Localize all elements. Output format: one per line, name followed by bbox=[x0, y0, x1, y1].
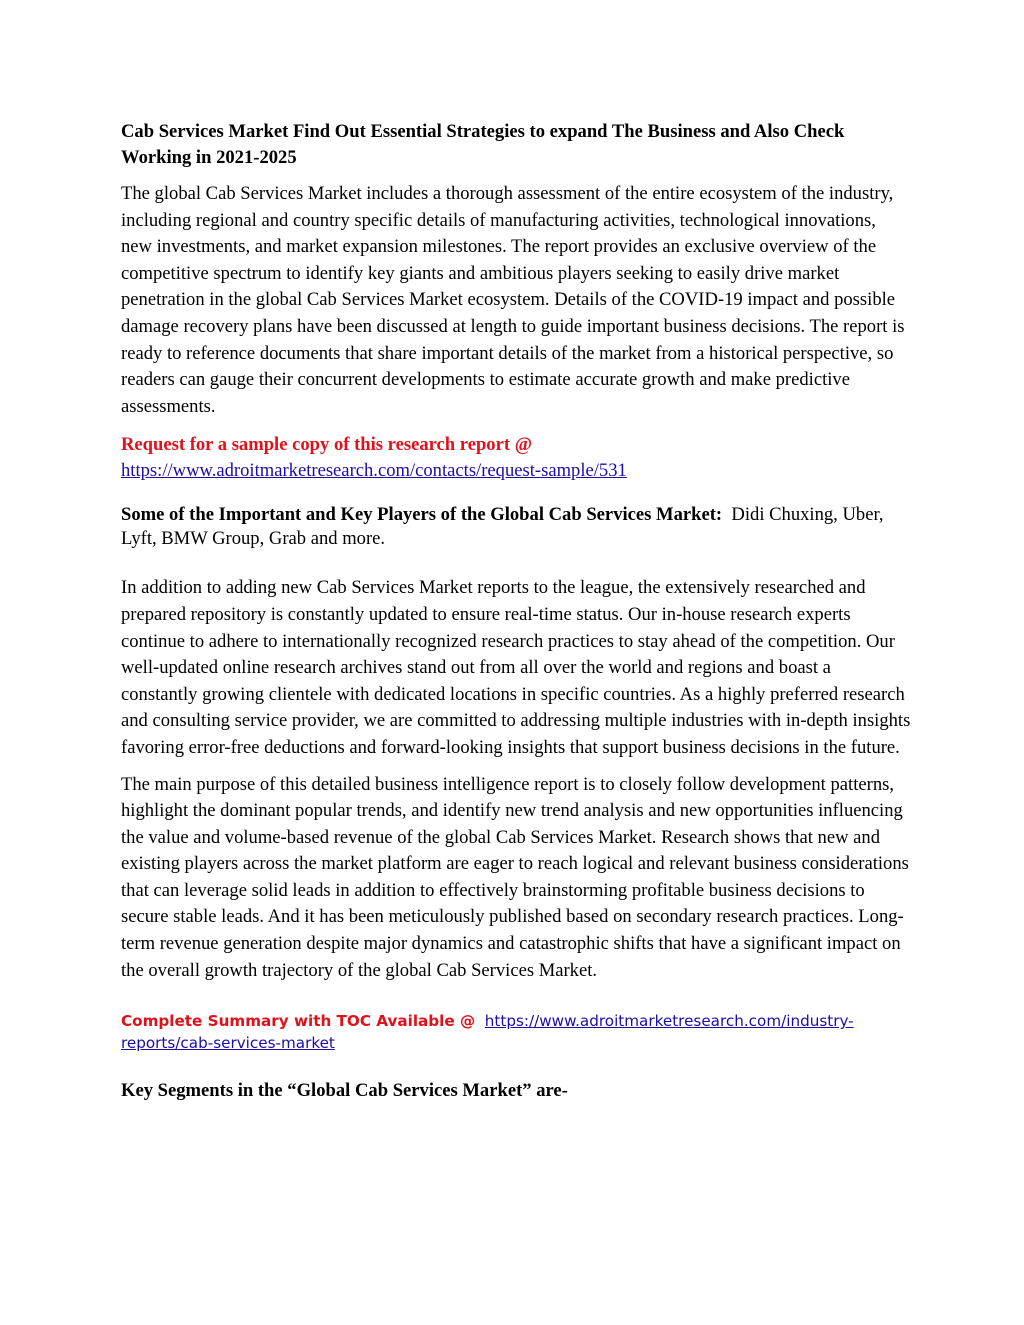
summary-label: Complete Summary with TOC Available @ bbox=[121, 1012, 476, 1031]
document-page bbox=[121, 119, 911, 1104]
summary-link[interactable]: https://www.adroitmarketresearch.com/industry-reports/cab-services-market bbox=[121, 1012, 854, 1053]
repository-paragraph: In addition to adding new Cab Services Market reports to the league, the extensively researched and prepared repository is constantly updated to ensure real-time status. Our in-house research experts continue to adhere to internationally recognized research practices to stay ahead of the competition. Our well-updated online research archives stand out from all over the world and regions and boast a constantly growing clientele with dedicated locations in specific countries. As a highly preferred research and consulting service provider, we are committed to addressing multiple industries with in-depth insights favoring error-free deductions and forward-looking insights that support business decisions in the future. bbox=[121, 577, 911, 758]
document-title: Cab Services Market Find Out Essential Strategies to expand The Business and Also Check Working in 2021-2025 bbox=[121, 121, 845, 168]
summary-block bbox=[121, 1010, 911, 1054]
intro-paragraph: The global Cab Services Market includes a thorough assessment of the entire ecosystem of the industry, including regional and country specific details of manufacturing activities, technological innovations, new investments, and market expansion milestones. The report provides an exclusive overview of the competitive spectrum to identify key giants and ambitious players seeking to easily drive market penetration in the global Cab Services Market ecosystem. Details of the COVID-19 impact and possible damage recovery plans have been discussed at length to guide important business decisions. The report is ready to reference documents that share important details of the market from a historical perspective, so readers can gauge their concurrent developments to estimate accurate growth and make predictive assessments. bbox=[121, 183, 905, 417]
sample-request-link[interactable]: https://www.adroitmarketresearch.com/contacts/request-sample/531 bbox=[121, 460, 627, 482]
key-players-label: Some of the Important and Key Players of the Global Cab Services Market: bbox=[121, 504, 723, 526]
sample-request-label: Request for a sample copy of this research report @ bbox=[121, 434, 532, 456]
key-players-list: Didi Chuxing, Uber, Lyft, BMW Group, Grab and more. bbox=[121, 504, 884, 550]
segments-heading: Key Segments in the “Global Cab Services Market” are- bbox=[121, 1080, 568, 1102]
sample-request-block bbox=[121, 432, 911, 484]
key-players-block bbox=[121, 503, 911, 551]
purpose-paragraph: The main purpose of this detailed business intelligence report is to closely follow development patterns, highlight the dominant popular trends, and identify new trend analysis and new opportunities influencing the value and volume-based revenue of the global Cab Services Market. Research shows that new and existing players across the market platform are eager to reach logical and relevant business considerations that can leverage solid leads in addition to effectively brainstorming profitable business decisions to secure stable leads. And it has been meticulously published based on secondary research practices. Long-term revenue generation despite major dynamics and catastrophic shifts that have a significant impact on the overall growth trajectory of the global Cab Services Market. bbox=[121, 773, 909, 981]
